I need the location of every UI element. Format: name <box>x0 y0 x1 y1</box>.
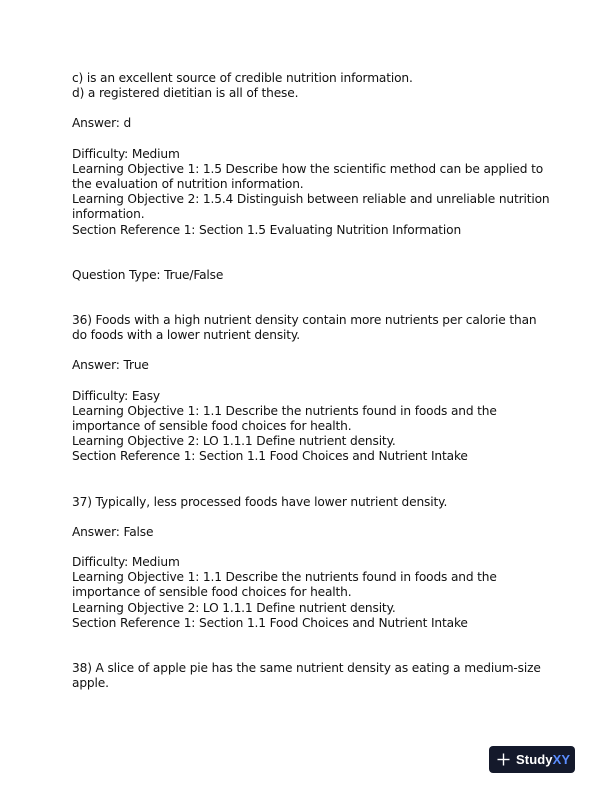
learning-objective-1-36: Learning Objective 1: 1.1 Describe the nutrients found in foods and the importance of sensible food choices for health. <box>72 403 497 434</box>
difficulty-37: Difficulty: Medium <box>72 555 180 570</box>
question-37: 37) Typically, less processed foods have lower nutrient density. <box>72 494 448 509</box>
question-type: Question Type: True/False <box>72 267 224 282</box>
difficulty-35: Difficulty: Medium <box>72 146 180 161</box>
learning-objective-2-37: Learning Objective 2: LO 1.1.1 Define nutrient density. <box>72 600 396 615</box>
section-reference-36: Section Reference 1: Section 1.1 Food Choices and Nutrient Intake <box>72 449 468 464</box>
answer-35: Answer: d <box>72 116 132 131</box>
question-38: 38) A slice of apple pie has the same nutrient density as eating a medium-size apple. <box>72 661 541 691</box>
section-reference-37: Section Reference 1: Section 1.1 Food Choices and Nutrient Intake <box>72 615 468 630</box>
difficulty-36: Difficulty: Easy <box>72 388 160 403</box>
option-d: d) a registered dietitian is all of these. <box>72 86 299 101</box>
studyxy-logo[interactable] <box>489 746 575 773</box>
learning-objective-2-36: Learning Objective 2: LO 1.1.1 Define nutrient density. <box>72 434 396 449</box>
logo-wordmark: StudyXY <box>516 752 571 767</box>
section-reference-35: Section Reference 1: Section 1.5 Evaluating Nutrition Information <box>72 222 462 237</box>
document-page <box>72 71 550 691</box>
learning-objective-2-35: Learning Objective 2: 1.5.4 Distinguish between reliable and unreliable nutrition information. <box>72 192 550 222</box>
answer-36: Answer: True <box>72 358 149 373</box>
answer-37: Answer: False <box>72 524 154 539</box>
plus-icon <box>497 753 510 766</box>
option-c: c) is an excellent source of credible nutrition information. <box>72 71 413 85</box>
question-36: 36) Foods with a high nutrient density contain more nutrients per calorie than do foods with a lower nutrient density. <box>72 313 537 343</box>
learning-objective-1-37: Learning Objective 1: 1.1 Describe the nutrients found in foods and the importance of sensible food choices for health. <box>72 570 497 600</box>
learning-objective-1-35: Learning Objective 1: 1.5 Describe how the scientific method can be applied to the evaluation of nutrition information. <box>72 161 544 192</box>
